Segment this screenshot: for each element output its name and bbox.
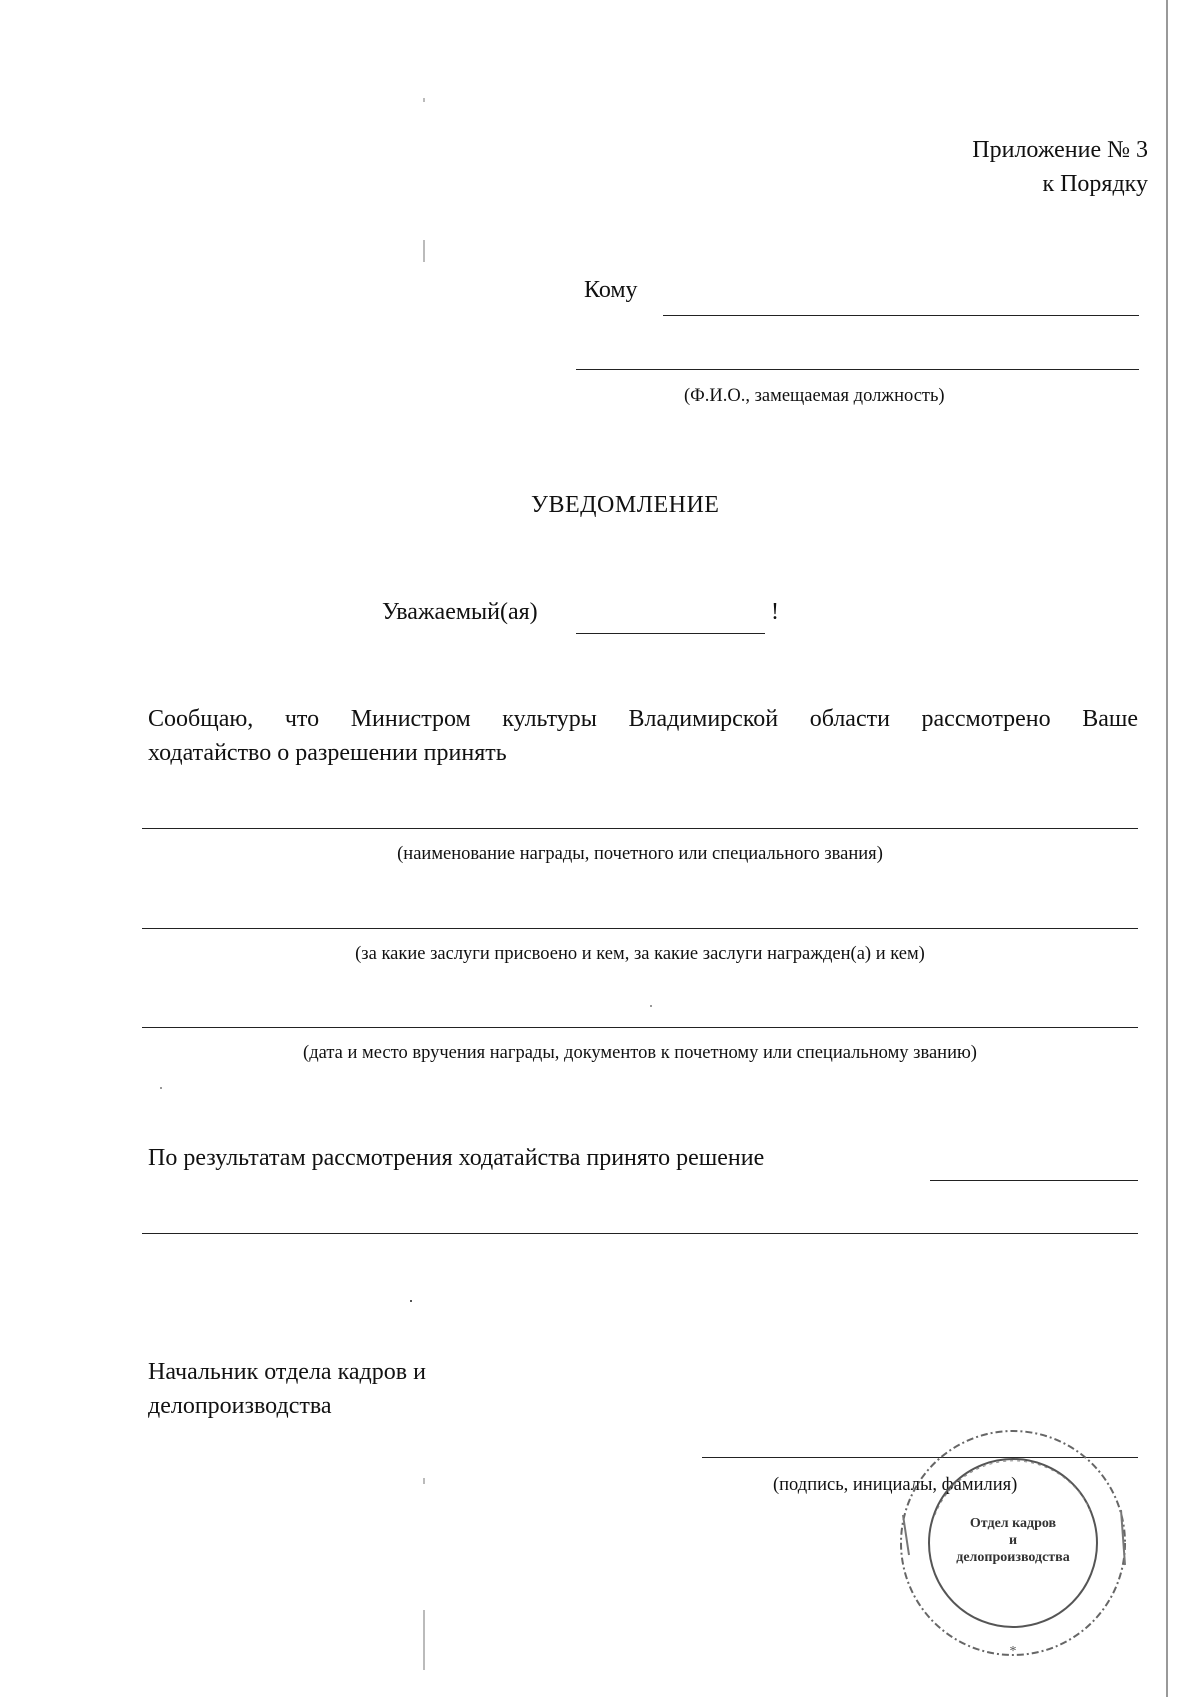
greeting-name-line [576, 633, 765, 634]
merit-line [142, 928, 1138, 929]
department-stamp [895, 1415, 1145, 1665]
signatory-line-1: Начальник отдела кадров и [148, 1359, 426, 1385]
page-edge-line [1166, 0, 1168, 1697]
date-place-caption: (дата и место вручения награды, документов к почетному или специальному званию) [303, 1043, 977, 1063]
body-line-2: ходатайство о разрешении принять [148, 740, 507, 766]
signatory-line-2: делопроизводства [148, 1393, 332, 1419]
recipient-line-2 [576, 369, 1139, 370]
recipient-line-1 [663, 315, 1139, 316]
decision-line-short [930, 1180, 1138, 1181]
scan-dot [650, 1005, 652, 1007]
scan-dot [410, 1300, 412, 1302]
signature-caption: (подпись, инициалы, фамилия) [773, 1475, 1018, 1495]
stamp-line-3: делопроизводства [956, 1550, 1070, 1565]
scan-dot [423, 98, 425, 102]
scan-dot [423, 240, 425, 262]
body-line-1: Сообщаю, что Министром культуры Владимирской области рассмотрено Ваше [148, 706, 1138, 732]
stamp-line-2: и [1008, 1533, 1018, 1548]
appendix-reference: к Порядку [1042, 171, 1148, 197]
stamp-text [933, 1515, 1093, 1566]
svg-text:*: * [1009, 1644, 1017, 1659]
date-place-line [142, 1027, 1138, 1028]
decision-text: По результатам рассмотрения ходатайства принято решение [148, 1145, 765, 1171]
appendix-header [748, 133, 1148, 201]
greeting-text: Уважаемый(ая) [382, 599, 538, 625]
recipient-caption: (Ф.И.О., замещаемая должность) [684, 386, 945, 406]
decision-line-full [142, 1233, 1138, 1234]
scan-dot [160, 1087, 162, 1089]
recipient-label: Кому [584, 277, 638, 303]
signatory-title [148, 1355, 426, 1423]
greeting-exclamation: ! [771, 599, 779, 625]
award-caption: (наименование награды, почетного или специального звания) [397, 844, 883, 864]
document-title: УВЕДОМЛЕНИЕ [531, 492, 720, 518]
scan-dot [423, 1610, 425, 1670]
award-line [142, 828, 1138, 829]
appendix-number: Приложение № 3 [972, 137, 1148, 163]
scan-dot [423, 1478, 425, 1484]
body-paragraph [148, 702, 1138, 770]
stamp-line-1: Отдел кадров [969, 1516, 1057, 1531]
merit-caption: (за какие заслуги присвоено и кем, за какие заслуги награжден(а) и кем) [355, 944, 925, 964]
